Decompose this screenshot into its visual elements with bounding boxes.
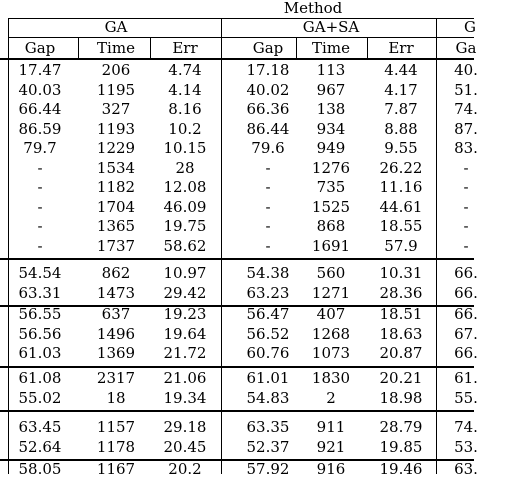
group-label: GA+SA [302, 18, 360, 36]
table-cell: 74. [454, 418, 478, 436]
table-cell: 868 [316, 217, 346, 235]
table-cell: 53. [454, 437, 478, 456]
column-header: Gap [252, 39, 284, 57]
table-cell: 40.02 [246, 80, 290, 99]
table-cell: 19.46 [379, 460, 423, 478]
table-cell: - [265, 158, 271, 177]
table-cell: 407 [316, 305, 346, 323]
table-cell: 1276 [311, 158, 351, 177]
table-cell: 52.37 [246, 437, 290, 456]
table-cell: 1157 [96, 418, 136, 436]
group-label: GA [104, 18, 128, 36]
table-cell: 61.08 [18, 369, 62, 387]
table-cell: 967 [316, 80, 346, 99]
table-cell: 57.92 [246, 460, 290, 478]
table-cell: 29.42 [163, 283, 207, 302]
table-cell: 61.03 [18, 344, 62, 362]
table-cell: 54.54 [18, 264, 62, 282]
table-cell: 1178 [96, 437, 136, 456]
table-cell: 74. [454, 100, 478, 118]
table-cell: 56.56 [18, 324, 62, 343]
table-cell: 28.79 [379, 418, 423, 436]
table-cell: 29.18 [163, 418, 207, 436]
table-cell: 61. [454, 369, 478, 387]
table-cell: 1271 [311, 283, 351, 302]
table-cell: 19.34 [163, 388, 207, 407]
table-cell: 79.7 [23, 139, 57, 157]
table-cell: 911 [316, 418, 346, 436]
table-cell: 63.45 [18, 418, 62, 436]
vertical-rule [436, 18, 437, 474]
table-cell: 54.83 [246, 388, 290, 407]
table-cell: - [265, 217, 271, 235]
table-cell: 20.2 [168, 460, 202, 478]
table-cell: 10.31 [379, 264, 423, 282]
table-cell: 66. [454, 283, 478, 302]
table-cell: 18.55 [379, 217, 423, 235]
table-cell: 637 [101, 305, 131, 323]
table-cell: 1167 [96, 460, 136, 478]
table-cell: 921 [316, 437, 346, 456]
table-cell: 51. [454, 80, 478, 99]
table-cell: - [463, 197, 469, 216]
table-cell: 12.08 [163, 178, 207, 196]
table-cell: - [463, 217, 469, 235]
table-cell: 113 [316, 61, 346, 79]
vertical-rule [221, 18, 222, 474]
table-cell: 40. [454, 61, 478, 79]
table-cell: 58.62 [163, 236, 207, 255]
table-cell: 20.87 [379, 344, 423, 362]
table-cell: 56.47 [246, 305, 290, 323]
table-cell: 83. [454, 139, 478, 157]
table-cell: 56.55 [18, 305, 62, 323]
vertical-rule [78, 38, 79, 58]
column-header: Ga [455, 39, 477, 57]
table-cell: 10.97 [163, 264, 207, 282]
table-cell: 1193 [96, 119, 136, 138]
table-cell: 86.44 [246, 119, 290, 138]
table-cell: 20.45 [163, 437, 207, 456]
table-cell: 54.38 [246, 264, 290, 282]
table-cell: 66. [454, 344, 478, 362]
table-cell: 11.16 [379, 178, 423, 196]
table-cell: 28 [175, 158, 195, 177]
table-cell: 55.02 [18, 388, 62, 407]
column-header: Time [97, 39, 135, 57]
table-cell: 87. [454, 119, 478, 138]
table-cell: 1473 [96, 283, 136, 302]
table-cell: 10.2 [168, 119, 202, 138]
vertical-rule [296, 38, 297, 58]
table-cell: 40.03 [18, 80, 62, 99]
table-cell: 1691 [311, 236, 351, 255]
table-cell: 56.52 [246, 324, 290, 343]
table-cell: - [37, 158, 43, 177]
table-cell: 9.55 [384, 139, 418, 157]
table-cell: 66.36 [246, 100, 290, 118]
table-cell: 67. [454, 324, 478, 343]
table-cell: 26.22 [379, 158, 423, 177]
table-cell: 10.15 [163, 139, 207, 157]
table-cell: 19.23 [163, 305, 207, 323]
table-cell: 1737 [96, 236, 136, 255]
table-cell: 86.59 [18, 119, 62, 138]
table-cell: - [37, 197, 43, 216]
table-cell: 4.74 [168, 61, 202, 79]
table-cell: - [265, 197, 271, 216]
table-cell: 1195 [96, 80, 136, 99]
table-cell: 862 [101, 264, 131, 282]
table-cell: 66. [454, 264, 478, 282]
table-cell: 52.64 [18, 437, 62, 456]
table-cell: 206 [101, 61, 131, 79]
table-cell: 8.16 [168, 100, 202, 118]
method-header: Method [283, 0, 343, 17]
table-cell: - [37, 178, 43, 196]
vertical-rule [8, 18, 9, 474]
table-cell: 1365 [96, 217, 136, 235]
table-cell: - [463, 178, 469, 196]
table-cell: 63.31 [18, 283, 62, 302]
table-cell: 63.23 [246, 283, 290, 302]
table-cell: 934 [316, 119, 346, 138]
table-cell: 44.61 [379, 197, 423, 216]
table-cell: 63.35 [246, 418, 290, 436]
table-cell: - [463, 236, 469, 255]
table-cell: 18.63 [379, 324, 423, 343]
table-cell: 18 [106, 388, 126, 407]
table-cell: 28.36 [379, 283, 423, 302]
table-cell: - [265, 236, 271, 255]
table-cell: - [37, 236, 43, 255]
table-cell: 18.51 [379, 305, 423, 323]
group-label: G [464, 18, 476, 36]
table-cell: 138 [316, 100, 346, 118]
table-cell: 21.06 [163, 369, 207, 387]
table-cell: 1229 [96, 139, 136, 157]
table-cell: 63. [454, 460, 478, 478]
table-cell: 4.14 [168, 80, 202, 99]
vertical-rule [150, 38, 151, 58]
column-header: Err [388, 39, 414, 57]
table-cell: 1496 [96, 324, 136, 343]
table-cell: 7.87 [384, 100, 418, 118]
table-cell: 20.21 [379, 369, 423, 387]
table-cell: - [265, 178, 271, 196]
table-cell: 1534 [96, 158, 136, 177]
column-header: Err [172, 39, 198, 57]
table-cell: 1073 [311, 344, 351, 362]
table-cell: 735 [316, 178, 346, 196]
table-cell: 1525 [311, 197, 351, 216]
section-rule [0, 410, 474, 412]
table-cell: 66. [454, 305, 478, 323]
table-cell: 8.88 [384, 119, 418, 138]
table-cell: 17.18 [246, 61, 290, 79]
table-cell: 46.09 [163, 197, 207, 216]
table-cell: 19.75 [163, 217, 207, 235]
table-cell: 4.44 [384, 61, 418, 79]
table-cell: 19.85 [379, 437, 423, 456]
table-cell: 916 [316, 460, 346, 478]
vertical-rule [367, 38, 368, 58]
table-cell: 55. [454, 388, 478, 407]
table-cell: 17.47 [18, 61, 62, 79]
table-cell: 18.98 [379, 388, 423, 407]
table-cell: 2 [326, 388, 336, 407]
table-cell: 1704 [96, 197, 136, 216]
table-cell: 327 [101, 100, 131, 118]
table-cell: 58.05 [18, 460, 62, 478]
table-cell: 66.44 [18, 100, 62, 118]
table-cell: 1268 [311, 324, 351, 343]
table-cell: 19.64 [163, 324, 207, 343]
table-cell: 1182 [96, 178, 136, 196]
table-cell: - [463, 158, 469, 177]
table-cell: - [37, 217, 43, 235]
table-cell: 57.9 [384, 236, 418, 255]
table-cell: 1369 [96, 344, 136, 362]
table-cell: 949 [316, 139, 346, 157]
column-header: Gap [24, 39, 56, 57]
column-header: Time [312, 39, 350, 57]
table-cell: 4.17 [384, 80, 418, 99]
table-cell: 79.6 [251, 139, 285, 157]
table-cell: 1830 [311, 369, 351, 387]
table-cell: 21.72 [163, 344, 207, 362]
section-rule [0, 258, 474, 260]
table-cell: 60.76 [246, 344, 290, 362]
table-cell: 61.01 [246, 369, 290, 387]
table-cell: 2317 [96, 369, 136, 387]
table-cell: 560 [316, 264, 346, 282]
